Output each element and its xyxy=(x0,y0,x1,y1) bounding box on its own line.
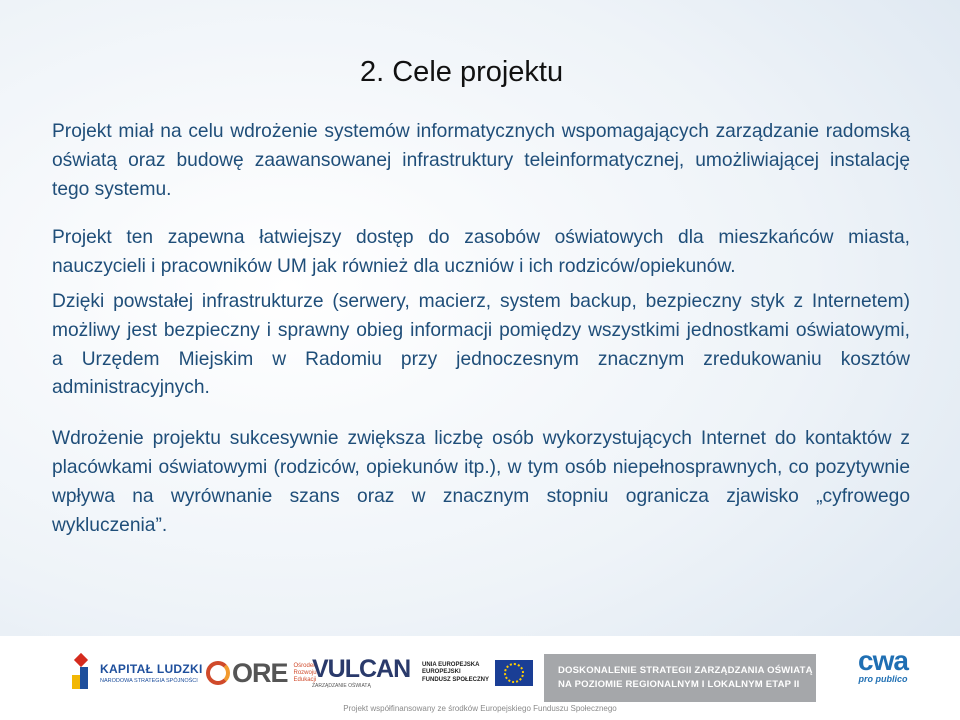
logo-strip xyxy=(0,640,960,704)
ore-small-3: Edukacji xyxy=(293,676,317,683)
ore-small-2: Rozwoju xyxy=(293,669,317,676)
paragraph-4: Wdrożenie projektu sukcesywnie zwiększa liczbę osób wykorzystujących Internet do kontaktów z placówkami oświatowymi (rodziców, opiekunów itp.), w tym osób niepełnosprawnych, co pozytywnie wpływa na wyrównanie szans oraz w znacznym stopniu ogranicza zjawisko „cyfrowego wykluczenia”. xyxy=(52,428,910,536)
project-banner-line-1: DOSKONALENIE STRATEGII ZARZĄDZANIA OŚWIATĄ xyxy=(558,665,813,676)
ore-circle-icon xyxy=(206,661,230,685)
ue-line-2: EUROPEJSKI xyxy=(422,669,461,676)
project-banner xyxy=(544,654,816,702)
ue-logo xyxy=(422,648,533,698)
cwa-logo xyxy=(858,645,908,698)
cofunded-note: Projekt współfinansowany ze środków Europejskiego Funduszu Społecznego xyxy=(343,704,617,713)
slide-title: 2. Cele projektu xyxy=(360,56,564,88)
vulcan-word: VULCAN xyxy=(312,655,411,683)
slide-content xyxy=(52,118,910,540)
vulcan-logo xyxy=(312,648,410,698)
kapital-ludzki-icon xyxy=(72,653,94,693)
kapital-ludzki-name: KAPITAŁ LUDZKI xyxy=(100,662,203,676)
vulcan-sub: ZARZĄDZANIE OŚWIATĄ xyxy=(312,683,371,689)
paragraph-3: Dzięki powstałej infrastrukturze (serwery, macierz, system backup, bezpieczny styk z Internetem) możliwy jest bezpieczny i sprawny obieg informacji pomiędzy wszystkimi jednostkami oświatowymi, a Urzędem Miejskim w Radomiu przy jednoczesnym znacznym zredukowaniu kosztów administracyjnych. xyxy=(52,290,910,399)
kapital-ludzki-logo xyxy=(72,648,203,698)
paragraph-1: Projekt miał na celu wdrożenie systemów informatycznych wspomagających zarządzanie radomską oświatą oraz budowę zaawansowanej infrastruktury teleinformatycznej, umożliwiającej instalację tego systemu. xyxy=(52,121,910,200)
ue-line-3: FUNDUSZ SPOŁECZNY xyxy=(422,676,490,683)
footer xyxy=(0,636,960,720)
cwa-sub: pro publico xyxy=(858,674,908,684)
kapital-ludzki-sub: NARODOWA STRATEGIA SPÓJNOŚCI xyxy=(100,678,198,684)
ue-line-1: UNIA EUROPEJSKA xyxy=(422,661,480,668)
eu-flag-icon xyxy=(495,660,533,686)
cwa-word: cwa xyxy=(858,645,908,676)
ore-small-1: Ośrodek xyxy=(293,662,317,669)
paragraph-2: Projekt ten zapewna łatwiejszy dostęp do zasobów oświatowych dla mieszkańców miasta, nauczycieli i pracowników UM jak również dla uczniów i ich rodziców/opiekunów. xyxy=(52,227,910,278)
project-banner-line-2: NA POZIOMIE REGIONALNYM I LOKALNYM ETAP II xyxy=(558,679,800,690)
ore-logo xyxy=(206,648,317,698)
ore-word: ORE xyxy=(232,657,288,688)
